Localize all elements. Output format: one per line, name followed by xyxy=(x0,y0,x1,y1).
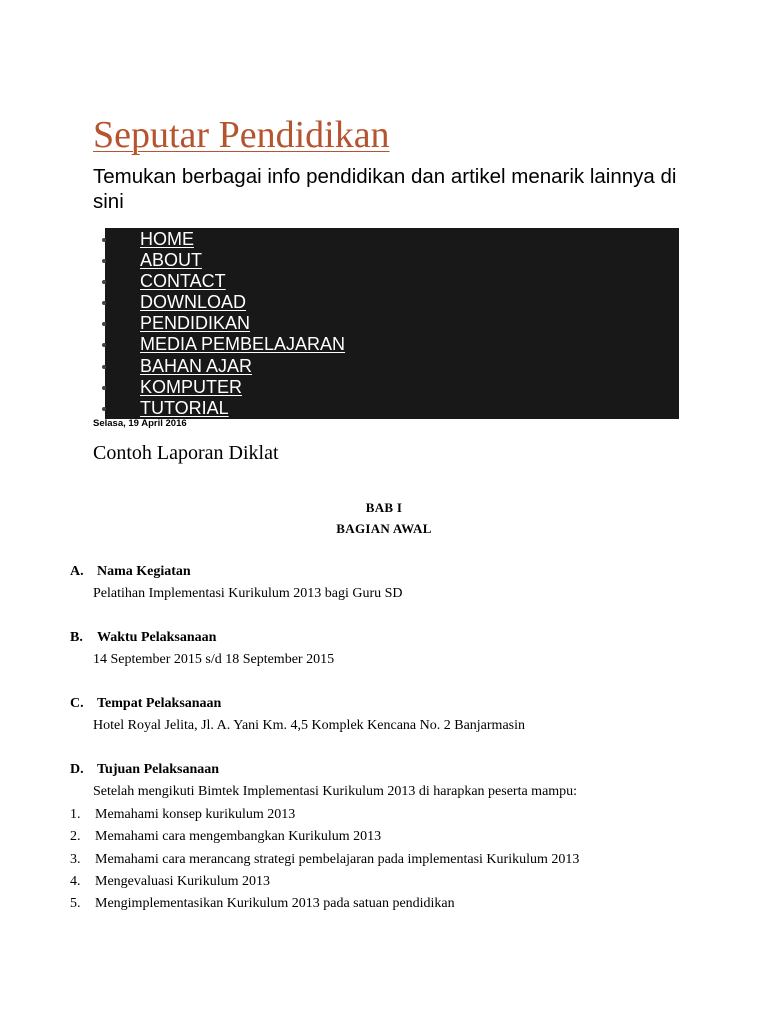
nav-link-download[interactable]: DOWNLOAD xyxy=(140,292,247,313)
nav-item-about xyxy=(105,250,345,271)
nav-item-download xyxy=(105,292,345,313)
nav-item-pendidikan xyxy=(105,313,345,334)
list-number: 3. xyxy=(70,851,81,867)
list-text: Memahami cara mengembangkan Kurikulum 2013 xyxy=(95,829,382,845)
goals-list xyxy=(70,804,579,915)
section-heading-c xyxy=(70,695,221,713)
post-date: Selasa, 19 April 2016 xyxy=(93,418,187,429)
nav-list xyxy=(105,229,345,419)
list-number: 5. xyxy=(70,896,81,912)
nav-link-contact[interactable]: CONTACT xyxy=(140,271,226,292)
list-text: Mengimplementasikan Kurikulum 2013 pada satuan pendidikan xyxy=(95,896,455,912)
blog-description: Temukan berbagai info pendidikan dan artikel menarik lainnya di sini xyxy=(93,165,677,213)
list-number: 1. xyxy=(70,807,81,822)
bullet-icon xyxy=(102,322,106,326)
section-heading-a xyxy=(70,563,191,581)
section-heading-text: Waktu Pelaksanaan xyxy=(97,630,217,645)
nav-item-komputer xyxy=(105,377,345,398)
nav-item-home xyxy=(105,229,345,250)
bullet-icon xyxy=(102,365,106,369)
section-text-c: Hotel Royal Jelita, Jl. A. Yani Km. 4,5 Komplek Kencana No. 2 Banjarmasin xyxy=(93,718,525,733)
section-letter: D. xyxy=(70,762,84,777)
bullet-icon xyxy=(102,280,106,284)
section-letter: C. xyxy=(70,696,84,711)
list-number: 4. xyxy=(70,873,81,889)
list-text: Memahami konsep kurikulum 2013 xyxy=(95,807,296,822)
section-heading-text: Nama Kegiatan xyxy=(97,564,191,579)
list-item xyxy=(70,871,579,893)
section-heading-b xyxy=(70,629,216,647)
nav-link-komputer[interactable]: KOMPUTER xyxy=(140,376,243,397)
section-heading-text: Tempat Pelaksanaan xyxy=(97,696,222,711)
nav-item-bahan-ajar xyxy=(105,356,345,377)
post-title: Contoh Laporan Diklat xyxy=(93,442,279,464)
bullet-icon xyxy=(102,259,106,263)
bullet-icon xyxy=(102,343,106,347)
chapter-title: BAGIAN AWAL xyxy=(336,521,432,536)
list-text: Mengevaluasi Kurikulum 2013 xyxy=(95,873,270,889)
bullet-icon xyxy=(102,301,106,305)
section-text-a: Pelatihan Implementasi Kurikulum 2013 bagi Guru SD xyxy=(93,586,403,601)
list-number: 2. xyxy=(70,829,81,845)
section-heading-d xyxy=(70,761,219,779)
nav-link-home[interactable]: HOME xyxy=(140,229,194,249)
chapter-number: BAB I xyxy=(365,500,403,515)
list-item xyxy=(70,804,579,826)
nav-link-about[interactable]: ABOUT xyxy=(140,250,203,271)
list-item xyxy=(70,893,579,915)
nav-item-contact xyxy=(105,271,345,292)
nav-link-tutorial[interactable]: TUTORIAL xyxy=(140,397,229,418)
nav-link-bahan-ajar[interactable]: BAHAN AJAR xyxy=(140,355,253,376)
section-heading-text: Tujuan Pelaksanaan xyxy=(97,762,220,777)
list-item xyxy=(70,849,579,871)
nav-item-media-pembelajaran xyxy=(105,334,345,355)
nav-link-media-pembelajaran[interactable]: MEDIA PEMBELAJARAN xyxy=(140,334,346,355)
section-letter: B. xyxy=(70,630,83,645)
bullet-icon xyxy=(102,386,106,390)
list-text: Memahami cara merancang strategi pembelajaran pada implementasi Kurikulum 2013 xyxy=(95,851,580,867)
blog-title-link[interactable]: Seputar Pendidikan xyxy=(93,114,390,156)
section-letter: A. xyxy=(70,564,84,579)
bullet-icon xyxy=(102,238,106,242)
nav-item-tutorial xyxy=(105,398,345,419)
section-text-b: 14 September 2015 s/d 18 September 2015 xyxy=(93,652,335,667)
section-text-d: Setelah mengikuti Bimtek Implementasi Kurikulum 2013 di harapkan peserta mampu: xyxy=(93,784,578,799)
list-item xyxy=(70,826,579,848)
main-nav xyxy=(105,228,679,419)
nav-link-pendidikan[interactable]: PENDIDIKAN xyxy=(140,313,251,334)
bullet-icon xyxy=(102,407,106,411)
